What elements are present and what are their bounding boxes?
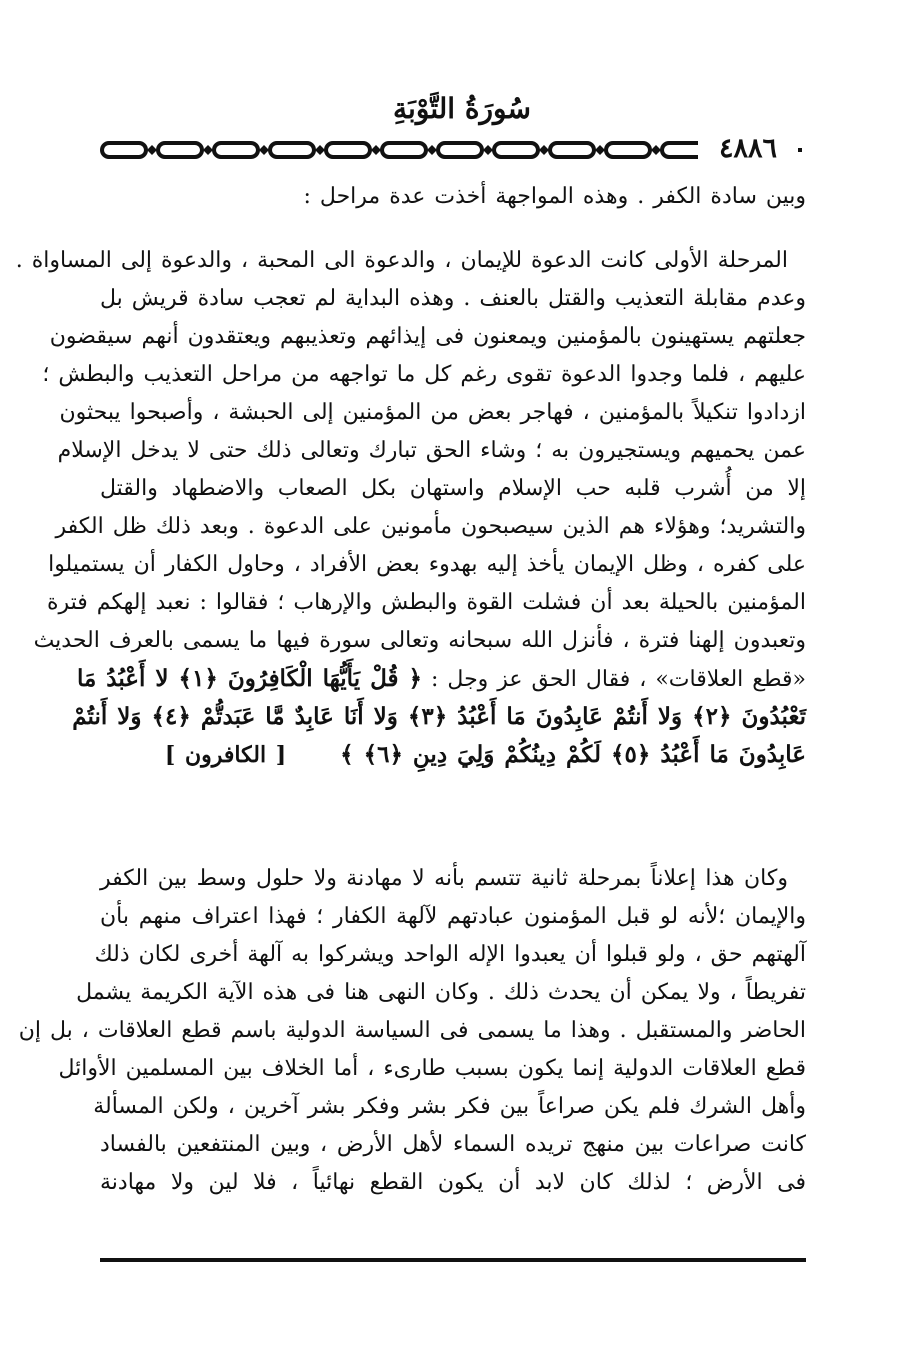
text-line: والتشريد؛ وهؤلاء هم الذين سيصبحون مأمونين على الدعوة . وبعد ذلك ظل الكفر: [55, 514, 806, 539]
text-line: المؤمنين بالحيلة بعد أن فشلت القوة والبطش والإرهاب ؛ فقالوا : نعبد إلهكم فترة: [46, 590, 806, 615]
text-line: إلا من أُشرب قلبه حب الإسلام واستهان بكل الصعاب والاضطهاد والقتل: [100, 476, 806, 501]
text-line: الحاضر والمستقبل . وهذا ما يسمى فى السياسة الدولية باسم قطع العلاقات ، بل إن: [18, 1018, 806, 1043]
text-line: وعدم مقابلة التعذيب والقتل بالعنف . وهذه البداية لم تعجب سادة قريش بل: [100, 286, 806, 311]
paragraph-second-stage: [18, 860, 806, 1202]
text-line: آلهتهم حق ، ولو قبلوا أن يعبدوا الإله الواحد ويشركوا به آلهة أخرى لكان ذلك: [94, 942, 806, 967]
quran-verse-line: تَعْبُدُونَ ﴿٢﴾ وَلا أَنتُمْ عَابِدُونَ مَا أَعْبُدُ ﴿٣﴾ وَلا أَنَا عَابِدٌ مَّا عَبَدتُّمْ ﴿٤﴾ وَلا أَنتُمْ: [72, 703, 806, 730]
text-line: كانت صراعات بين منهج تريده السماء لأهل الأرض ، وبين المنتفعين بالفساد: [100, 1132, 806, 1157]
quran-verse-final-line: [100, 736, 806, 774]
text-line-with-verse: [76, 660, 806, 698]
paragraph-intro: [100, 178, 806, 216]
text-segment: «قطع العلاقات» ، فقال الحق عز وجل :: [431, 667, 806, 692]
text-line: عمن يحميهم ويستجيرون به ؛ وشاء الحق تبارك وتعالى ذلك حتى لا يدخل الإسلام: [57, 438, 806, 463]
text-line: عليهم ، فلما وجدوا الدعوة تقوى رغم كل ما تواجهه من مراحل التعذيب والبطش ؛: [42, 362, 806, 387]
page-number: ٤٨٨٦: [698, 134, 798, 164]
text-line: جعلتهم يستهينون بالمؤمنين ويمعنون فى إيذائهم وتعذيبهم ويعتقدون أنهم سيقضون: [49, 324, 806, 349]
quran-verse-part: عَابِدُونَ مَا أَعْبُدُ ﴿٥﴾ لَكُمْ دِينُكُمْ وَلِيَ دِينِ ﴿٦﴾ ﴾: [340, 741, 806, 768]
text-line: المرحلة الأولى كانت الدعوة للإيمان ، والدعوة الى المحبة ، والدعوة إلى المساواة .: [15, 248, 788, 273]
surah-title: سُورَةُ التَّوْبَةِ: [393, 92, 531, 125]
text-line: وبين سادة الكفر . وهذه المواجهة أخذت عدة مراحل :: [303, 184, 806, 209]
text-line: وأهل الشرك فلم يكن صراعاً بين فكر بشر وفكر بشر آخرين ، ولكن المسألة: [93, 1094, 806, 1119]
surah-reference: [ الكافرون ]: [164, 742, 287, 768]
text-line: وكان هذا إعلاناً بمرحلة ثانية تتسم بأنه لا مهادنة ولا حلول وسط بين الكفر: [100, 866, 788, 891]
text-line: والإيمان ؛لأنه لو قبل المؤمنون عبادتهم لآلهة الكفار ؛ فهذا اعتراف منهم بأن: [100, 904, 806, 929]
paragraph-first-stage: [15, 242, 806, 774]
footer-rule: [100, 1258, 806, 1262]
quran-verse-part: ﴿ قُلْ يَأَيُّهَا الْكَافِرُونَ ﴿١﴾ لا أَعْبُدُ مَا: [76, 665, 422, 692]
text-line: قطع العلاقات الدولية إنما يكون بسبب طارىء ، أما الخلاف بين المسلمين الأوائل: [58, 1056, 806, 1081]
text-line: ازدادوا تنكيلاً بالمؤمنين ، فهاجر بعض من المؤمنين إلى الحبشة ، وأصبحوا يبحثون: [59, 400, 806, 425]
text-line: وتعبدون إلهنا فترة ، فأنزل الله سبحانه وتعالى سورة فيها ما يسمى بالعرف الحديث: [33, 628, 806, 653]
text-line: تفريطاً ، ولا يمكن أن يحدث ذلك . وكان النهى هنا فى هذه الآية الكريمة يشمل: [76, 980, 806, 1005]
text-line: على كفره ، وظل الإيمان يأخذ إليه بهدوء بعض الأفراد ، وحاول الكفار أن يستميلوا: [48, 552, 806, 577]
text-line: فى الأرض ؛ لذلك كان لابد أن يكون القطع نهائياً ، فلا لين ولا مهادنة: [100, 1170, 806, 1195]
